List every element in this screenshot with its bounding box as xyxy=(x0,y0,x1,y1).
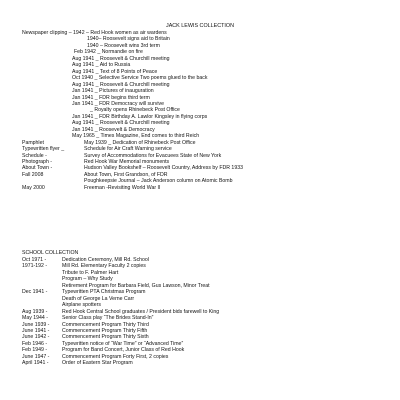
item-label: Fall 2008 xyxy=(22,171,44,178)
item-label: Pamphlet xyxy=(22,139,44,146)
item-description: Death of George La Verne Carr xyxy=(62,295,135,302)
item-label: Oct 1971 - xyxy=(22,257,47,263)
item-label: 1940– Roosevelt signs aid to Britain xyxy=(87,36,170,43)
item-label: June 1941 - xyxy=(22,327,50,334)
item-description: Commencement Program Thirty Fifth xyxy=(62,327,148,334)
item-label: Aug 1941 _ Roosevelt & Churchill meeting xyxy=(72,55,170,62)
item-label: Aug 1941 _ Roosevelt & Churchill meeting xyxy=(72,81,170,88)
item-label: Feb 1949 - xyxy=(22,347,48,354)
item-label: 1940 – Roosevelt wins 3rd term xyxy=(87,42,160,49)
item-description: Retirement Program for Barbara Field, Gus Lawson, Minor Treat xyxy=(62,282,210,289)
item-description: Freeman -Revisiting World War II xyxy=(84,184,161,191)
item-label: 1971-192 - xyxy=(22,263,48,270)
item-label: About Town - xyxy=(22,165,53,172)
item-description: Commencement Program Thirty Third xyxy=(62,321,149,328)
item-description: Airplane spotters xyxy=(62,302,101,309)
item-description: Typewritten notice of “War Time” or “Advanced Time” xyxy=(62,340,184,347)
item-description: Dedication Ceremony, Mill Rd. School xyxy=(62,257,149,263)
item-label: June 1939 - xyxy=(22,321,50,328)
item-label: May 1944 - xyxy=(22,315,48,322)
item-description: About Town, First Grandson, of FDR xyxy=(84,171,168,178)
item-description: Mill Rd. Elementary Faculty 2 copies xyxy=(62,263,146,270)
section-heading: SCHOOL COLLECTION xyxy=(22,250,79,256)
item-label: Jan 1941 _ Pictures of inauguration xyxy=(72,88,154,95)
item-description: Survey of Accommodations for Evacuees State of New York xyxy=(84,152,222,159)
item-description: Program for Band Concert, Junior Class of Red Hook xyxy=(62,347,185,354)
item-description: Senior Class play “The Brides Stand-In” xyxy=(62,315,154,322)
item-label: Feb 1946 - xyxy=(22,340,48,347)
item-description: May 1939 _ Dedication of Rhinebeck Post Office xyxy=(84,139,196,146)
item-label: Aug 1939 - xyxy=(22,308,48,315)
item-description: Order of Eastern Star Program xyxy=(62,360,133,367)
item-label: June 1947 - xyxy=(22,353,50,360)
item-label: Schedule - xyxy=(22,152,47,159)
item-label: May 2000 xyxy=(22,184,45,191)
item-description: Commencement Program Thirty Sixth xyxy=(62,334,149,341)
item-description: Program – Why Study xyxy=(62,276,113,283)
item-description: Commencement Program Forty First, 2 copies xyxy=(62,353,169,360)
item-label: June 1942 - xyxy=(22,334,50,341)
item-label: Jan 1941 _ Roosevelt & Democracy xyxy=(72,126,155,133)
document-title: JACK LEWIS COLLECTION xyxy=(166,23,234,29)
item-label: _ Royalty opens Rhinebeck Post Office xyxy=(90,107,180,114)
item-description: Tribute to F. Palmer Hart xyxy=(62,269,119,276)
item-description: Red Hook Central School graduates / President bids farewell to King xyxy=(62,308,220,315)
item-label: April 1941 - xyxy=(22,360,49,367)
item-description: Hudson Valley Bookshelf – Roosevelt Country, Address by FDR 1933 xyxy=(84,165,243,172)
item-label: Dec 1941 - xyxy=(22,289,48,296)
item-label: Oct 1940 _ Selective Service Two poems glued to the back xyxy=(72,75,208,82)
item-description: Typewritten PTA Christmas Program xyxy=(62,289,146,296)
item-description: Schedule for Air Craft Warning service xyxy=(84,146,172,153)
item-label: Jan 1941 _ FDR begins third term xyxy=(72,94,150,101)
item-label: Aug 1941 _ Aid to Russia xyxy=(72,62,131,69)
item-description: Poughkeepsie Journal – Jack Anderson column on Atomic Bomb xyxy=(84,178,233,185)
item-label: Jan 1941 _ FDR Birthday A. Lawlor Kingsley in flying corps xyxy=(72,113,208,120)
item-label: May 1965 _ Times Magazine, End comes to third Reich xyxy=(72,133,200,140)
item-label: Feb 1942 _ Normandie on fire xyxy=(74,49,143,56)
item-label: Typewritten flyer _ xyxy=(22,146,65,153)
item-description: Red Hook War Memorial monuments xyxy=(84,159,170,165)
item-label: Aug 1941 _ Text of 8 Points of Peace xyxy=(72,68,158,75)
item-label: Newspaper clipping – 1942 – Red Hook women as air wardens xyxy=(22,30,167,36)
item-label: Photograph - xyxy=(22,159,52,165)
item-label: Jan 1941 _ FDR Democracy will survive xyxy=(72,100,164,107)
item-label: Aug 1941 _ Roosevelt & Churchill meeting xyxy=(72,120,170,127)
